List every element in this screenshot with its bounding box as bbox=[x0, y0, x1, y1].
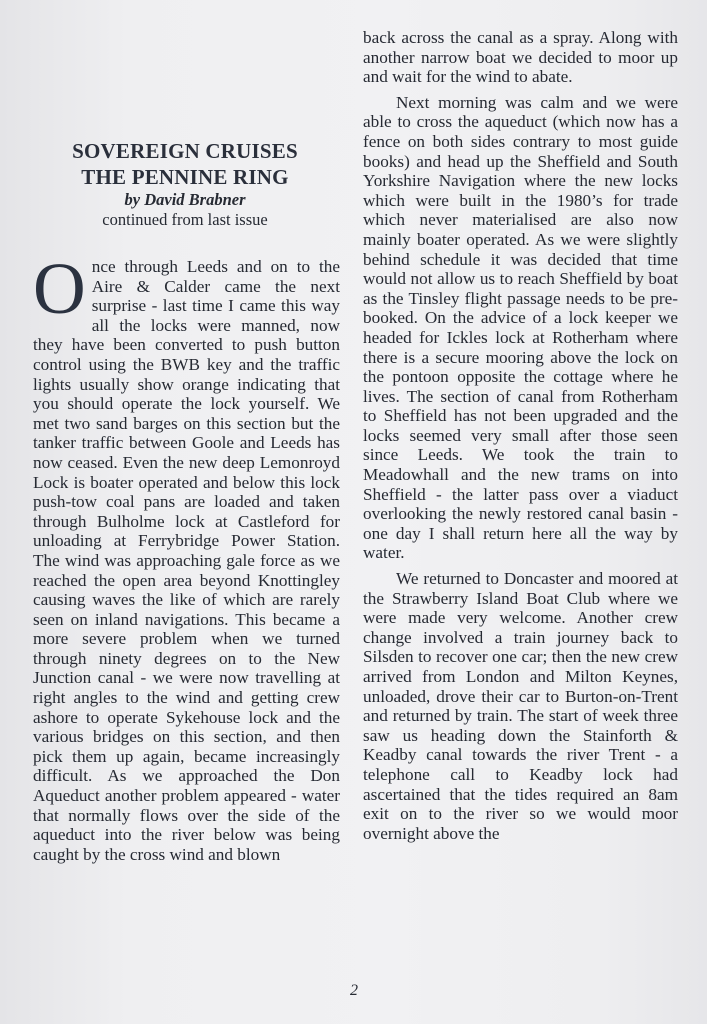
right-column-paragraph-2: Next morning was calm and we were able to cross the aqueduct (which now has a fence on both sides contrary to most guide books) and head up the Sheffield and South Yorkshire Navigation where the new locks which were built in the 1980’s for trade which never materialised are also now mainly boater operated. As we were slightly behind schedule it was decided that time would not allow us to reach Sheffield by boat as the Tinsley flight passage needs to be pre-booked. On the advice of a lock keeper we headed for Ickles lock at Rotherham where there is a secure mooring above the lock on the pontoon opposite the cottage where he lives. The section of canal from Rotherham to Sheffield has not been upgraded and the locks seemed very small after those seen since Leeds. We took the train to Meadowhall and the new trams on into Sheffield - the latter pass over a viaduct overlooking the newly restored canal basin - one day I shall return here all the way by water. bbox=[363, 92, 678, 563]
article-title-line-1: SOVEREIGN CRUISES bbox=[72, 139, 298, 163]
right-column-paragraph-3: We returned to Doncaster and moored at the Strawberry Island Boat Club where we were made very welcome. Another crew change involved a train journey back to Silsden to recover one car; then the new crew arrived from London and Milton Keynes, unloaded, drove their car to Burton-on-Trent and returned by train. The start of week three saw us heading down the Stainforth & Keadby canal towards the river Trent - a telephone call to Keadby lock had ascertained that the tides required an 8am exit on to the river so we would moor overnight above the bbox=[363, 569, 678, 843]
article-title-line-2: THE PENNINE RING bbox=[81, 165, 289, 189]
continued-note: continued from last issue bbox=[102, 210, 268, 229]
right-column bbox=[363, 28, 678, 843]
article-heading bbox=[34, 138, 336, 230]
drop-cap: O bbox=[33, 248, 86, 329]
page-number: 2 bbox=[350, 982, 358, 999]
left-column-paragraph: nce through Leeds and on to the Aire & Calder came the next surprise - last time I came this way all the locks were manned, now they have been converted to push button control using the BWB key and the traffic lights usually show orange indicating that you should operate the lock yourself. We met two sand barges on this section but the tanker traffic between Goole and Leeds has now ceased. Even the new deep Lemonroyd Lock is boater operated and below this lock push-tow coal pans are loaded and taken through Bulholme lock at Castleford for unloading at Ferrybridge Power Station. The wind was approaching gale force as we reached the open area beyond Knottingley causing waves the like of which are rarely seen on inland navigations. This became a more severe problem when we turned through ninety degrees on to the New Junction canal - we were now travelling at right angles to the wind and getting crew ashore to operate Sykehouse lock and the various bridges on this section, and then pick them up again, became increasingly difficult. As we approached the Don Aqueduct another problem appeared - water that normally flows over the side of the aqueduct into the river below was being caught by the cross wind and blown bbox=[33, 257, 340, 864]
article-byline: by David Brabner bbox=[124, 190, 246, 209]
right-column-paragraph-1: back across the canal as a spray. Along with another narrow boat we decided to moor up and wait for the wind to abate. bbox=[363, 28, 678, 87]
left-column bbox=[33, 248, 340, 864]
